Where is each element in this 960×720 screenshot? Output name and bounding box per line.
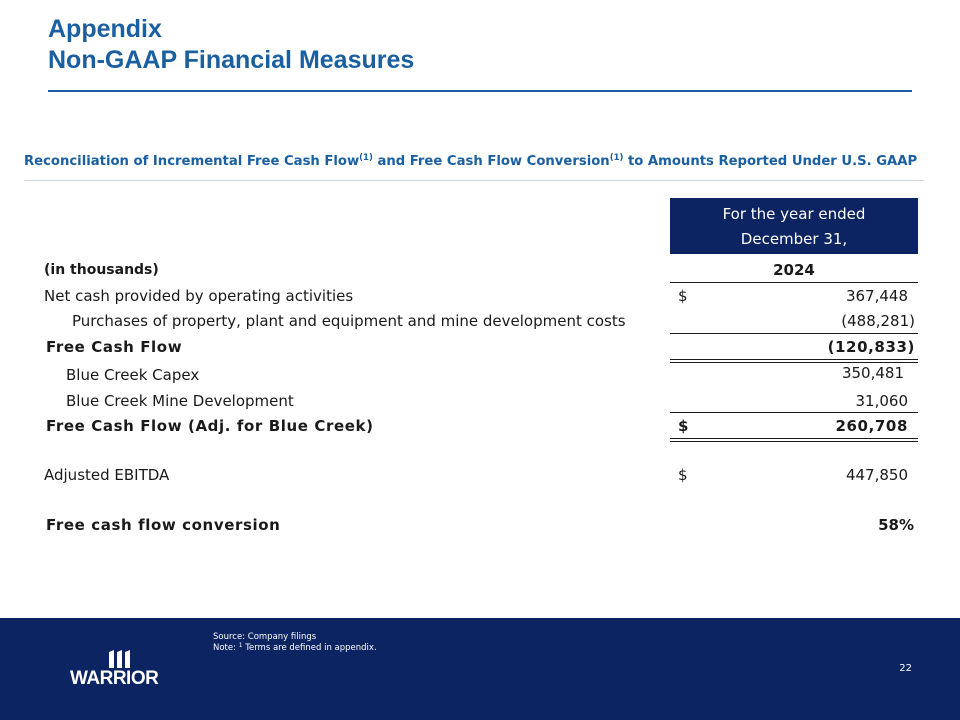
- table-row-purchases: [0, 309, 960, 333]
- table-row-operating-cash: [0, 284, 960, 308]
- source-note: Source: Company filings: [213, 632, 317, 642]
- row-label: Blue Creek Mine Development: [66, 392, 294, 410]
- column-header-line-2: December 31,: [740, 230, 848, 248]
- table-row-adjusted-ebitda: [0, 463, 960, 487]
- row-value: 260,708: [835, 417, 908, 435]
- subtitle-footnote-2: (1): [609, 153, 624, 163]
- row-value: 58%: [878, 516, 914, 534]
- footer-bar: [0, 618, 960, 720]
- units-label: (in thousands): [44, 262, 159, 278]
- row-label: Net cash provided by operating activities: [44, 287, 354, 305]
- year-underline: [670, 282, 918, 283]
- page-title: [48, 14, 414, 76]
- row-label: Purchases of property, plant and equipment and mine development costs: [72, 312, 626, 330]
- row-label: Free Cash Flow (Adj. for Blue Creek): [46, 417, 374, 435]
- row-value: 31,060: [855, 392, 908, 410]
- subtitle-divider: [24, 180, 924, 181]
- subtitle-footnote-1: (1): [359, 153, 373, 163]
- table-row-blue-creek-mine-dev: [0, 389, 960, 413]
- table-row-fcf-conversion: [0, 513, 960, 537]
- table-row-blue-creek-capex: [0, 363, 960, 387]
- table-subtitle: [24, 153, 924, 171]
- footer-notes: [213, 632, 377, 654]
- row-dollar-sign: $: [678, 466, 688, 484]
- title-line-appendix: Appendix: [48, 15, 162, 43]
- row-dollar-sign: $: [678, 287, 688, 305]
- subtitle-part-2: and Free Cash Flow Conversion: [372, 154, 610, 169]
- title-line-non-gaap: Non-GAAP Financial Measures: [48, 46, 415, 74]
- row-value: 350,481: [841, 364, 904, 382]
- table-row-free-cash-flow: [0, 335, 960, 359]
- note-footnote-marker: 1: [238, 642, 243, 649]
- row-dollar-sign: $: [678, 417, 689, 435]
- row-label: Adjusted EBITDA: [44, 466, 170, 484]
- total-double-rule: [670, 438, 918, 442]
- logo-wordmark: WARRIOR: [70, 668, 159, 689]
- row-value: (488,281): [841, 312, 915, 330]
- subtitle-part-3: to Amounts Reported Under U.S. GAAP: [623, 154, 918, 169]
- page-number: 22: [899, 663, 912, 674]
- warrior-logo: [70, 650, 170, 690]
- column-header-line-1: For the year ended: [722, 205, 866, 223]
- row-label: Free Cash Flow: [46, 338, 183, 356]
- subtotal-rule: [670, 412, 918, 413]
- column-header: [670, 198, 918, 254]
- title-divider: [48, 90, 912, 92]
- subtotal-rule: [670, 333, 918, 334]
- terms-note: [213, 643, 377, 654]
- subtitle-part-1: Reconciliation of Incremental Free Cash Flow: [24, 154, 360, 169]
- warrior-logo-mark-icon: [108, 650, 132, 668]
- year-label: 2024: [773, 261, 815, 279]
- note-prefix: Note:: [213, 643, 239, 653]
- table-row-fcf-adjusted: [0, 414, 960, 438]
- row-value: (120,833): [827, 338, 915, 356]
- row-value: 367,448: [845, 287, 908, 305]
- row-value: 447,850: [845, 466, 908, 484]
- note-text: Terms are defined in appendix.: [242, 643, 377, 653]
- row-label: Free cash flow conversion: [46, 516, 281, 534]
- row-label: Blue Creek Capex: [66, 366, 200, 384]
